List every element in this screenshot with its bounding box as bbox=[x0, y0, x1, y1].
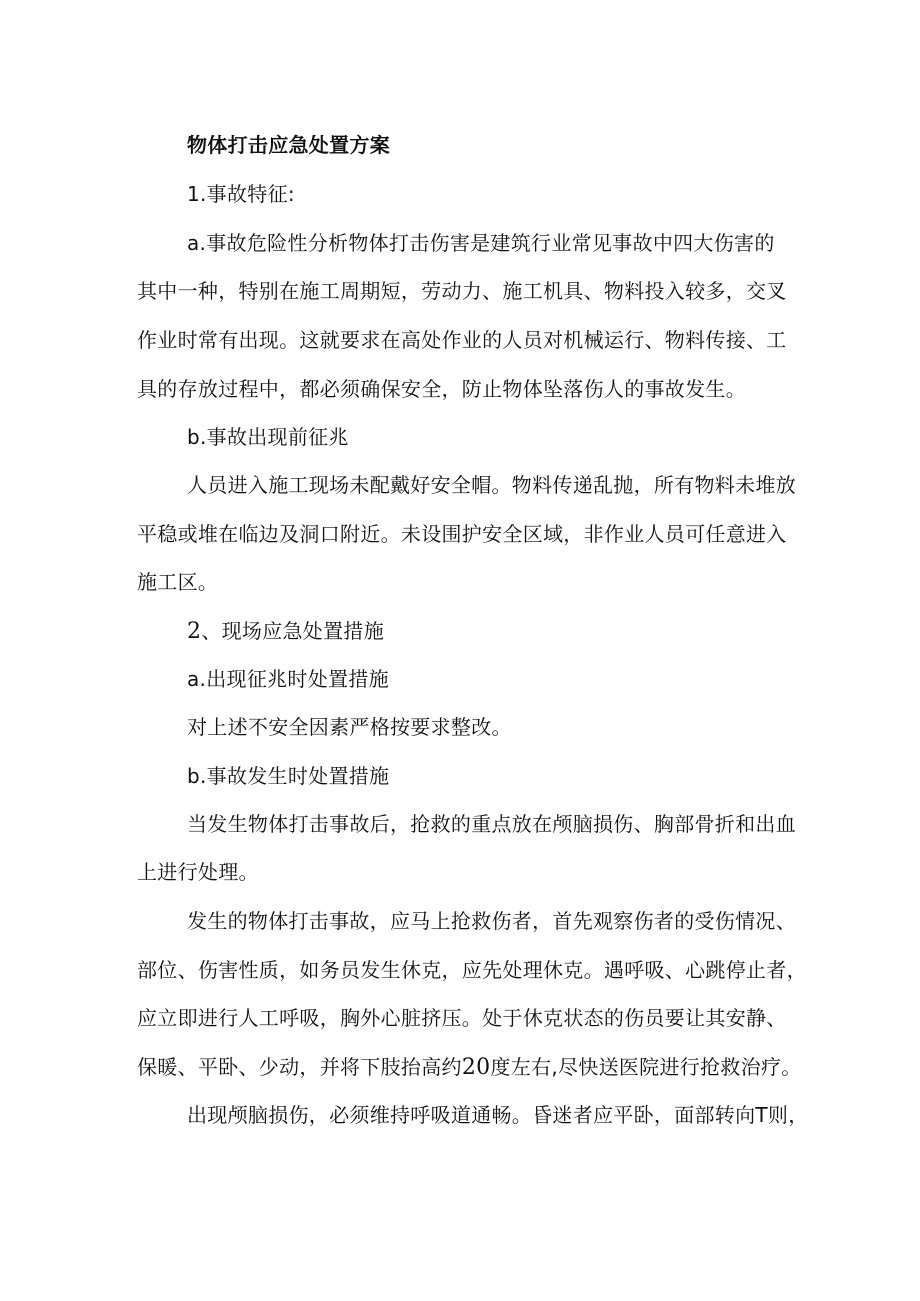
paragraph-line: 部位、伤害性质，如务员发生休克，应先处理休克。遇呼吸、心跳停止者， bbox=[137, 958, 807, 982]
document-title: 物体打击应急处置方案 bbox=[187, 133, 390, 157]
paragraph-fragment: 保暖、平卧、少动，并将下肢抬高约 bbox=[137, 1055, 462, 1079]
paragraph-line: 其中一种，特别在施工周期短，劳动力、施工机具、物料投入较多，交叉 bbox=[137, 279, 787, 303]
section-2-heading bbox=[187, 619, 384, 644]
section-1-heading: 1.事故特征: bbox=[187, 182, 295, 206]
paragraph-line: 平稳或堆在临边及洞口附近。未设围护安全区域，非作业人员可任意进入 bbox=[137, 522, 787, 546]
paragraph-line: 上进行处理。 bbox=[137, 860, 259, 884]
paragraph-line: 发生的物体打击事故，应马上抢救伤者，首先观察伤者的受伤情况、 bbox=[187, 909, 796, 933]
section-1b-heading: b.事故出现前征兆 bbox=[187, 425, 349, 449]
section-2b-heading: b.事故发生时处置措施 bbox=[187, 764, 390, 788]
paragraph-number: 20 bbox=[461, 1055, 491, 1080]
paragraph-line: a.事故危险性分析物体打击伤害是建筑行业常见事故中四大伤害的 bbox=[187, 231, 775, 255]
paragraph-line: 应立即进行人工呼吸，胸外心脏挤压。处于休克状态的伤员要让其安静、 bbox=[137, 1006, 787, 1030]
paragraph-line: 作业时常有出现。这就要求在高处作业的人员对机械运行、物料传接、工 bbox=[137, 328, 787, 352]
paragraph-line: 人员进入施工现场未配戴好安全帽。物料传递乱抛，所有物料未堆放 bbox=[187, 473, 796, 497]
section-2-title: 、现场应急处置措施 bbox=[201, 619, 385, 643]
paragraph-line: 对上述不安全因素严格按要求整改。 bbox=[187, 715, 512, 739]
paragraph-fragment: 度左右,尽快送医院进行抢救治疗。 bbox=[490, 1055, 802, 1079]
paragraph-line: 出现颅脑损伤，必须维持呼吸道通畅。昏迷者应平卧，面部转向T则， bbox=[187, 1103, 809, 1127]
paragraph-line: 当发生物体打击事故后，抢救的重点放在颅脑损伤、胸部骨折和出血 bbox=[187, 812, 796, 836]
paragraph-line: 具的存放过程中，都必须确保安全，防止物体坠落伤人的事故发生。 bbox=[137, 377, 746, 401]
section-2a-heading: a.出现征兆时处置措施 bbox=[187, 667, 389, 691]
paragraph-line: 施工区。 bbox=[137, 570, 219, 594]
paragraph-line bbox=[137, 1055, 802, 1080]
section-2-number: 2 bbox=[187, 619, 202, 644]
